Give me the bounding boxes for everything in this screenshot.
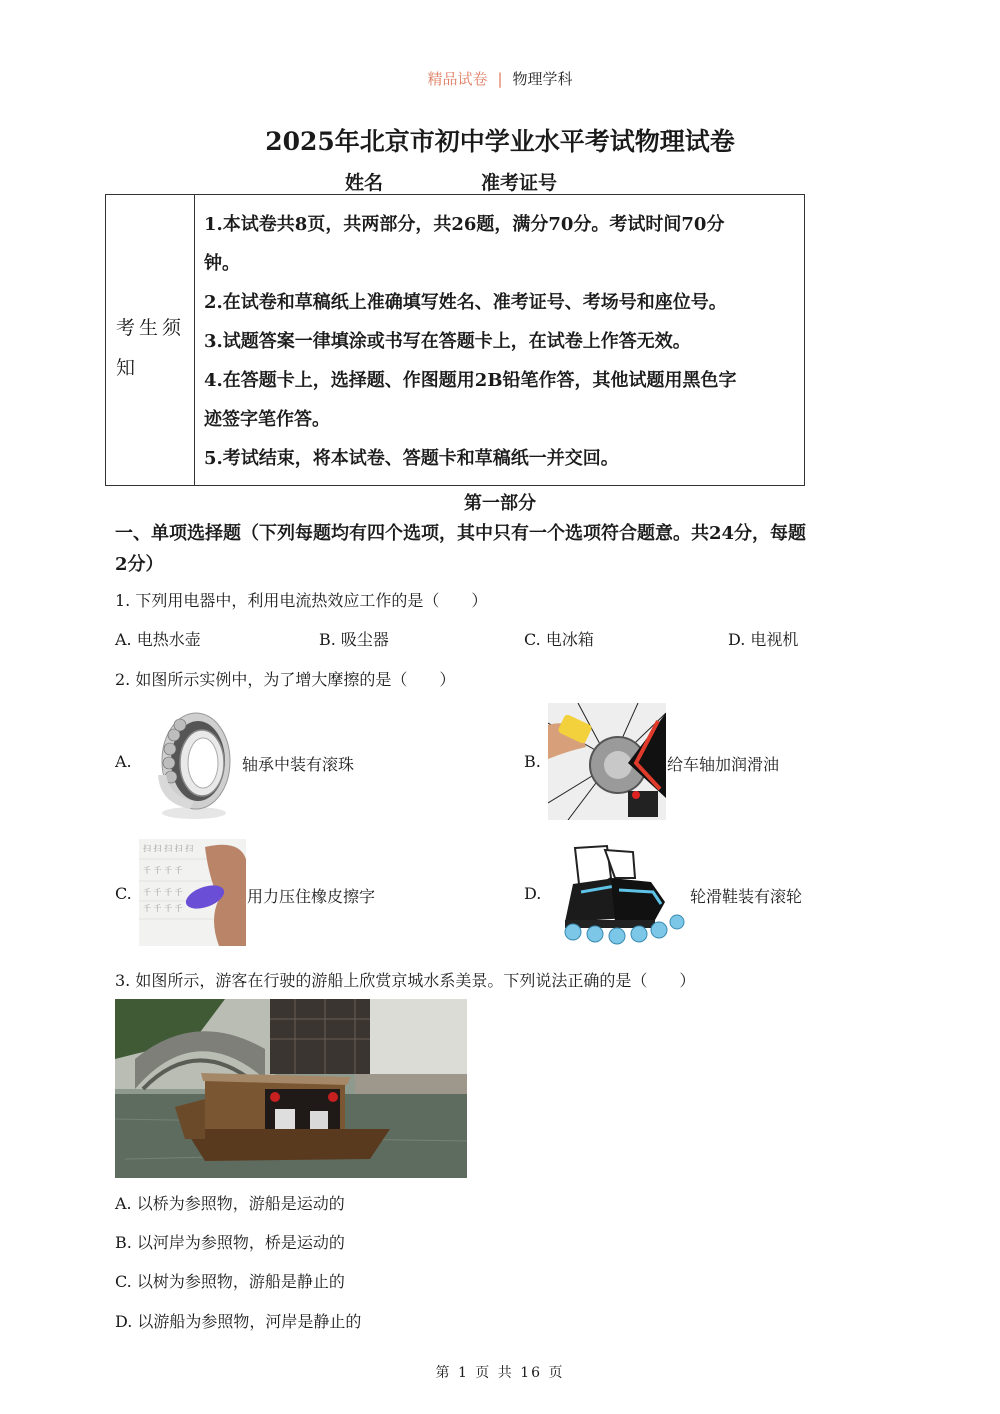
canal-boat-photo: [115, 999, 467, 1178]
roller-skates-photo: [555, 838, 685, 948]
q3-option-d[interactable]: D. 以游船为参照物，河岸是静止的: [115, 1312, 362, 1331]
bike-oiling-photo: [548, 703, 666, 820]
notice-item: 迹签字笔作答。: [204, 409, 330, 430]
page-header: [0, 68, 1000, 89]
q2-option-c-letter[interactable]: C.: [115, 884, 132, 903]
section-line-1: 一、单项选择题（下列每题均有四个选项，其中只有一个选项符合题意。共24分，每题: [115, 523, 807, 544]
svg-text:扫 扫 扫 扫 扫: 扫 扫 扫 扫 扫: [143, 844, 194, 853]
page-number: 第 1 页 共 16 页: [435, 1365, 565, 1381]
q1-option-b[interactable]: B. 吸尘器: [319, 630, 389, 649]
question-3-stem: 3. 如图所示，游客在行驶的游船上欣赏京城水系美景。下列说法正确的是（ ）: [115, 971, 696, 990]
notice-label: 考生须知: [116, 317, 186, 379]
section-line-2: 2分）: [115, 554, 164, 575]
q1-option-d[interactable]: D. 电视机: [728, 630, 799, 649]
notice-items: [204, 205, 798, 478]
notice-label-cell: [106, 195, 195, 485]
id-line: [0, 168, 1000, 195]
q2-option-a-letter[interactable]: A.: [115, 752, 132, 771]
notice-item: 1.本试卷共8页，共两部分，共26题，满分70分。考试时间70分: [204, 214, 725, 235]
q2-option-d-text: 轮滑鞋装有滚轮: [690, 887, 803, 906]
exam-title: 2025年北京市初中学业水平考试物理试卷: [265, 127, 735, 156]
notice-item: 钟。: [204, 253, 240, 274]
svg-text:千 千 千 千: 千 千 千 千: [143, 904, 183, 913]
name-blank[interactable]: [383, 174, 481, 195]
notice-item: 2.在试卷和草稿纸上准确填写姓名、准考证号、考场号和座位号。: [204, 292, 727, 313]
q1-option-a[interactable]: A. 电热水壶: [115, 630, 201, 649]
exam-number-label: 准考证号: [481, 172, 558, 194]
notice-item: 4.在答题卡上，选择题、作图题用2B铅笔作答，其他试题用黑色字: [204, 370, 737, 391]
q3-option-c[interactable]: C. 以树为参照物，游船是静止的: [115, 1272, 345, 1291]
q2-option-d-letter[interactable]: D.: [524, 884, 542, 903]
notice-table: [105, 194, 805, 486]
q2-option-b-text: 给车轴加润滑油: [667, 755, 780, 774]
q1-option-c[interactable]: C. 电冰箱: [524, 630, 594, 649]
svg-text:千 千 千 千: 千 千 千 千: [143, 888, 183, 897]
question-1-stem: 1. 下列用电器中，利用电流热效应工作的是（ ）: [115, 591, 488, 610]
notice-item: 3.试题答案一律填涂或书写在答题卡上，在试卷上作答无效。: [204, 331, 691, 352]
eraser-photo: [139, 839, 246, 946]
q3-option-b[interactable]: B. 以河岸为参照物，桥是运动的: [115, 1233, 345, 1252]
question-2-stem: 2. 如图所示实例中，为了增大摩擦的是（ ）: [115, 670, 456, 689]
q2-option-a-text: 轴承中装有滚珠: [242, 755, 355, 774]
subject-label: 物理学科: [512, 70, 573, 88]
brand-label: 精品试卷: [427, 70, 488, 88]
notice-item: 5.考试结束，将本试卷、答题卡和草稿纸一并交回。: [204, 448, 619, 469]
bearing-photo: [150, 705, 238, 823]
exam-number-blank[interactable]: [557, 174, 655, 195]
q2-option-b-letter[interactable]: B.: [524, 752, 541, 771]
part-title: 第一部分: [464, 493, 536, 514]
q3-option-a[interactable]: A. 以桥为参照物，游船是运动的: [115, 1194, 345, 1213]
section-heading: [115, 518, 895, 580]
header-separator: |: [497, 70, 503, 88]
name-label: 姓名: [344, 172, 383, 194]
svg-text:千 千 千 千: 千 千 千 千: [143, 866, 183, 875]
q2-option-c-text: 用力压住橡皮擦字: [247, 887, 376, 906]
